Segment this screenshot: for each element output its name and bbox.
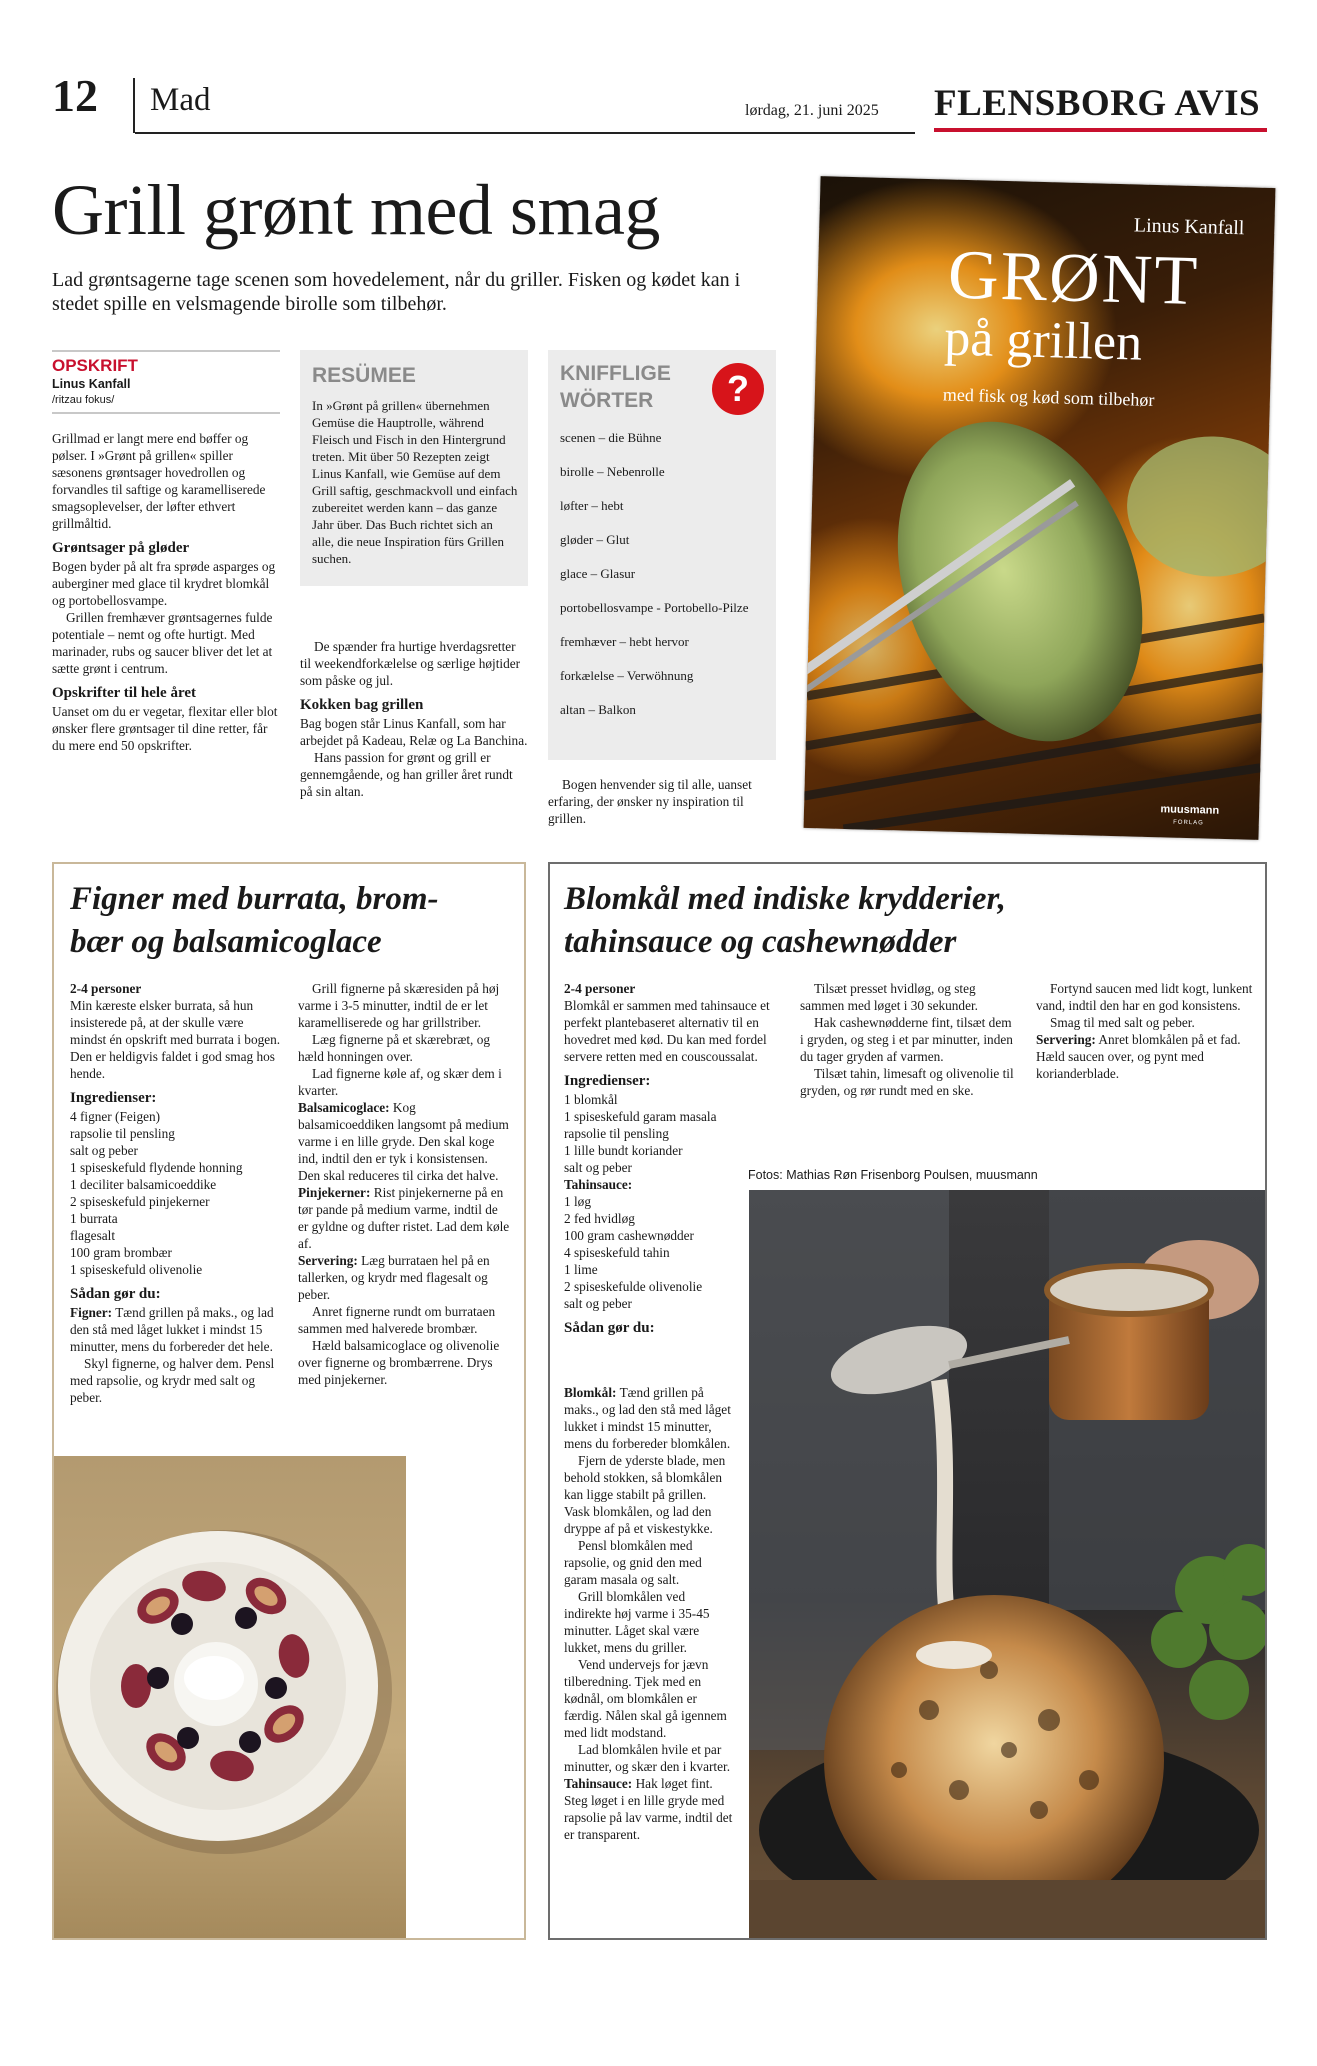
step-text: Kog balsamicoeddiken langsomt på medium varme i en lille gryde. Den skal koge ind, indtil den er tyk i konsistensen. Den skal reduceres til cirka det halve. <box>298 1100 509 1183</box>
recipe-1-step: Lad fignerne køle af, og skær dem i kvarter. <box>298 1066 502 1098</box>
recipe-1-step <box>298 1099 510 1184</box>
recipe-2-servings: 2-4 personer <box>564 981 636 996</box>
recipe-2-ingredient: 1 lime <box>564 1262 598 1277</box>
byline-rule <box>52 412 280 414</box>
recipe-2-title-line-2: tahinsauce og cashewnødder <box>564 924 957 960</box>
recipe-1-ingredient: salt og peber <box>70 1143 138 1158</box>
recipe-2-ingredient: 100 gram cashewnødder <box>564 1228 694 1243</box>
book-title-line-1: GRØNT <box>947 236 1201 321</box>
article-column-2 <box>300 638 528 800</box>
recipe-2-sauce-title: Tahinsauce: <box>564 1177 633 1192</box>
word-item: glace – Glasur <box>560 566 636 581</box>
step-label: Figner: <box>70 1305 113 1320</box>
recipe-2-ingredient: 1 lille bundt koriander <box>564 1143 683 1158</box>
recipe-1-ingredient: 1 burrata <box>70 1211 118 1226</box>
recipe-2-column-1 <box>564 980 780 1338</box>
recipe-2-intro: Blomkål er sammen med tahinsauce et perfekt plantebaseret alternativ til en hovedret med kød. Du kan med fordel servere retten med en couscoussalat. <box>564 998 770 1064</box>
words-list <box>560 430 770 736</box>
cauliflower-dish-photo <box>749 1190 1265 1938</box>
recipe-1-intro: Min kæreste elsker burrata, så hun insisterede på, at der skulle være mindst én opskrift med burrata i bogen. Den er heldigvis faldet i god smag hos hende. <box>70 998 281 1081</box>
recipe-1-ingredients-title: Ingredienser: <box>70 1090 157 1106</box>
article-paragraph: Grillmad er langt mere end bøffer og pølser. I »Grønt på grillen« spiller sæsonens grøntsager hovedrollen og forvandles til saftige og karamelliserede smagsoplevelser, der løfter ethvert grillmåltid. <box>52 431 266 531</box>
fig-dish-illustration <box>54 1456 406 1938</box>
article-paragraph: De spænder fra hurtige hverdagsretter til weekendforkælelse og særlige højtider som påske og jul. <box>300 639 521 688</box>
article-paragraph: Bag bogen står Linus Kanfall, som har arbejdet på Kadeau, Relæ og La Banchina. <box>300 716 528 748</box>
summary-title: RESÜMEE <box>312 364 416 387</box>
recipe-1-column-2 <box>298 980 510 1388</box>
recipe-1-step: Grill fignerne på skæresiden på høj varme i 3-5 minutter, indtil de er let karamelliserede og har grillstriber. <box>298 981 500 1030</box>
recipe-1-ingredient: 4 figner (Feigen) <box>70 1109 161 1124</box>
word-item: scenen – die Bühne <box>560 430 662 445</box>
cauliflower-illustration <box>749 1190 1265 1938</box>
word-item: altan – Balkon <box>560 702 636 717</box>
recipe-1-step: Anret fignerne rundt om burrataen sammen med halverede brombær. <box>298 1304 496 1336</box>
recipe-1-ingredient: 1 spiseskefuld olivenolie <box>70 1262 203 1277</box>
recipe-2-ingredient: rapsolie til pensling <box>564 1126 669 1141</box>
book-cover-image <box>804 176 1276 840</box>
article-headline: Grill grønt med smag <box>52 170 660 250</box>
summary-box <box>300 350 528 586</box>
recipe-2-step: Smag til med salt og peber. <box>1050 1015 1195 1030</box>
recipe-1-ingredient: rapsolie til pensling <box>70 1126 175 1141</box>
step-label: Servering: <box>1036 1032 1096 1047</box>
recipe-2-step: Hak cashewnødderne fint, tilsæt dem i gryden, og steg i et par minutter, inden du tager gryden af varmen. <box>800 1015 1013 1064</box>
book-subtitle: med fisk og kød som tilbehør <box>942 384 1155 410</box>
step-text: Rist pinjekernerne på en tør pande på medium varme, indtil de er gyldne og dufter ristet. Lad dem køle af. <box>298 1185 510 1251</box>
recipe-2-step: Tilsæt presset hvidløg, og steg sammen med løget i 30 sekunder. <box>800 981 978 1013</box>
recipe-2-ingredient: salt og peber <box>564 1160 632 1175</box>
article-agency: /ritzau fokus/ <box>52 394 115 406</box>
issue-date: lørdag, 21. juni 2025 <box>745 102 879 119</box>
recipe-1-ingredient: 100 gram brombær <box>70 1245 172 1260</box>
kicker-rule <box>52 350 280 352</box>
step-label: Servering: <box>298 1253 358 1268</box>
recipe-2-method-narrow <box>564 1384 734 1843</box>
header-divider <box>133 78 135 133</box>
step-label: Blomkål: <box>564 1385 617 1400</box>
section-name: Mad <box>150 82 211 118</box>
words-title-1: KNIFFLIGE <box>560 362 671 385</box>
article-paragraph: Grillen fremhæver grøntsagernes fulde potentiale – nemt og ofte hurtigt. Med marinader, rubs og saucer bliver det let at sætte grønt i centrum. <box>52 610 273 676</box>
logo-underline <box>934 128 1267 132</box>
recipe-2-column-3 <box>1036 980 1254 1082</box>
article-author: Linus Kanfall <box>52 377 131 391</box>
difficult-words-box <box>548 350 776 760</box>
article-column-1 <box>52 430 278 754</box>
recipe-2-ingredient: 2 spiseskefulde olivenolie <box>564 1279 703 1294</box>
recipe-1-ingredient: flagesalt <box>70 1228 116 1243</box>
recipe-2-method-title: Sådan gør du: <box>564 1320 655 1336</box>
step-label: Balsamicoglace: <box>298 1100 390 1115</box>
recipe-1-ingredient: 2 spiseskefuld pinjekerner <box>70 1194 210 1209</box>
recipe-2-ingredient: 1 spiseskefuld garam masala <box>564 1109 717 1124</box>
logo-text: FLENSBORG AVIS <box>934 83 1261 124</box>
article-paragraph: Bogen byder på alt fra sprøde asparges og auberginer med glace til krydret blomkål og portobellosvampe. <box>52 559 276 608</box>
summary-text: In »Grønt på grillen« übernehmen Gemüse die Hauptrolle, während Fleisch und Fisch in den Hintergrund treten. Mit über 50 Rezepten zeigt Linus Kanfall, wie Gemüse auf dem Grill saftig, geschmackvoll und einfach zubereitet werden kann – das ganze Jahr über. Das Buch richtet sich an alle, die neue Inspiration fürs Grillen suchen. <box>312 398 518 566</box>
photo-credit: Fotos: Mathias Røn Frisenborg Poulsen, muusmann <box>748 1168 1038 1182</box>
recipe-2-ingredient: 2 fed hvidløg <box>564 1211 635 1226</box>
header-rule <box>135 132 915 134</box>
recipe-1-step <box>298 1252 510 1303</box>
question-mark-icon <box>712 363 764 415</box>
recipe-2-ingredients-title: Ingredienser: <box>564 1073 651 1089</box>
recipe-2-ingredient: 4 spiseskefuld tahin <box>564 1245 670 1260</box>
fig-dish-photo <box>54 1456 406 1938</box>
recipe-2-step: Lad blomkålen hvile et par minutter, og skær den i kvarter. <box>564 1742 731 1774</box>
word-item: gløder – Glut <box>560 532 630 547</box>
recipe-1-step <box>70 1304 282 1355</box>
book-publisher-sub: FORLAG <box>1173 819 1204 827</box>
recipe-1-step: Læg fignerne på et skærebræt, og hæld honningen over. <box>298 1032 490 1064</box>
recipe-2-step <box>1036 1031 1254 1082</box>
recipe-2-step: Grill blomkålen ved indirekte høj varme i 35-45 minutter. Låget skal være lukket, mens du griller. <box>564 1589 710 1655</box>
recipe-1-title <box>70 878 510 964</box>
question-mark-glyph: ? <box>727 368 749 409</box>
step-label: Pinjekerner: <box>298 1185 371 1200</box>
recipe-2-step: Fjern de yderste blade, men behold stokken, så blomkålen kan ligge stabilt på grillen. Vask blomkålen, og lad den dryppe af på et viskestykke. <box>564 1453 726 1536</box>
words-title-2: WÖRTER <box>560 389 654 412</box>
step-label: Tahinsauce: <box>564 1776 633 1791</box>
recipe-2-step: Tilsæt tahin, limesaft og olivenolie til gryden, og rør rundt med en ske. <box>800 1066 1014 1098</box>
article-lead: Lad grøntsagerne tage scenen som hovedelement, når du griller. Fisken og kødet kan i stedet spille en velsmagende birolle som tilbehør. <box>52 269 741 315</box>
article-subheading: Kokken bag grillen <box>300 697 424 713</box>
word-item: løfter – hebt <box>560 498 624 513</box>
recipe-1-column-1 <box>70 980 282 1406</box>
word-item: forkælelse – Verwöhnung <box>560 668 694 683</box>
recipe-2-title-line-1: Blomkål med indiske krydderier, <box>564 881 1006 917</box>
recipe-2-column-2 <box>800 980 1018 1099</box>
recipe-1-method-title: Sådan gør du: <box>70 1286 161 1302</box>
article-paragraph: Bogen henvender sig til alle, uanset erfaring, der ønsker ny inspiration til grillen. <box>548 777 752 826</box>
step-text: Hak løget fint. Steg løget i en lille gryde med rapsolie på lav varme, indtil det er transparent. <box>564 1776 733 1842</box>
word-item: birolle – Nebenrolle <box>560 464 665 479</box>
step-text: Læg burrataen hel på en tallerken, og krydr med flagesalt og peber. <box>298 1253 490 1302</box>
article-paragraph: Uanset om du er vegetar, flexitar eller blot ønsker flere grøntsager til dine retter, får du mere end 50 opskrifter. <box>52 704 278 753</box>
article-column-3 <box>548 776 776 827</box>
recipe-1-step: Hæld balsamicoglace og olivenolie over fignerne og brombærrene. Drys med pinjekerner. <box>298 1338 500 1387</box>
word-item: fremhæver – hebt hervor <box>560 634 689 649</box>
book-author: Linus Kanfall <box>1133 214 1245 240</box>
recipe-2-title <box>564 878 1254 964</box>
recipe-1-ingredient: 1 deciliter balsamicoeddike <box>70 1177 217 1192</box>
book-title-line-2: på grillen <box>943 309 1143 372</box>
recipe-2-step: Fortynd saucen med lidt kogt, lunkent vand, indtil den har en god konsistens. <box>1036 981 1253 1013</box>
recipe-1-ingredient: 1 spiseskefuld flydende honning <box>70 1160 243 1175</box>
page-number: 12 <box>52 70 98 121</box>
recipe-2-step: Pensl blomkålen med rapsolie, og gnid den med garam masala og salt. <box>564 1538 702 1587</box>
recipe-2-ingredient: salt og peber <box>564 1296 632 1311</box>
article-kicker: OPSKRIFT <box>52 356 138 375</box>
recipe-2-step <box>564 1384 734 1452</box>
step-text: Tænd grillen på maks., og lad den stå med låget lukket i mindst 15 minutter, mens du forbereder det hele. <box>70 1305 274 1354</box>
recipe-1-step: Skyl fignerne, og halver dem. Pensl med rapsolie, og krydr med salt og peber. <box>70 1356 275 1405</box>
article-subheading: Opskrifter til hele året <box>52 685 196 701</box>
book-publisher: muusmann <box>1160 803 1220 817</box>
article-subheading: Grøntsager på gløder <box>52 540 190 556</box>
step-text: Tænd grillen på maks., og lad den stå med låget lukket i mindst 15 minutter, mens du forbereder blomkålen. <box>564 1385 731 1451</box>
newspaper-logo <box>934 84 1260 124</box>
article-paragraph: Hans passion for grønt og grill er gennemgående, og han griller året rundt på sin altan. <box>300 750 513 799</box>
recipe-1-title-line-2: bær og balsamicoglace <box>70 924 382 960</box>
recipe-2-ingredient: 1 blomkål <box>564 1092 618 1107</box>
recipe-1-servings: 2-4 personer <box>70 981 142 996</box>
word-item: portobellosvampe - Portobello-Pilze <box>560 600 749 615</box>
recipe-2-step: Vend undervejs for jævn tilberedning. Tjek med en kødnål, om blomkålen er færdig. Nålen skal gå igennem med lidt modstand. <box>564 1657 727 1740</box>
recipe-2-ingredient: 1 løg <box>564 1194 591 1209</box>
recipe-1-title-line-1: Figner med burrata, brom- <box>70 881 439 917</box>
recipe-1-step <box>298 1184 510 1252</box>
step-text: Anret blomkålen på et fad. Hæld saucen over, og pynt med korianderblade. <box>1036 1032 1241 1081</box>
recipe-2-step <box>564 1775 734 1843</box>
